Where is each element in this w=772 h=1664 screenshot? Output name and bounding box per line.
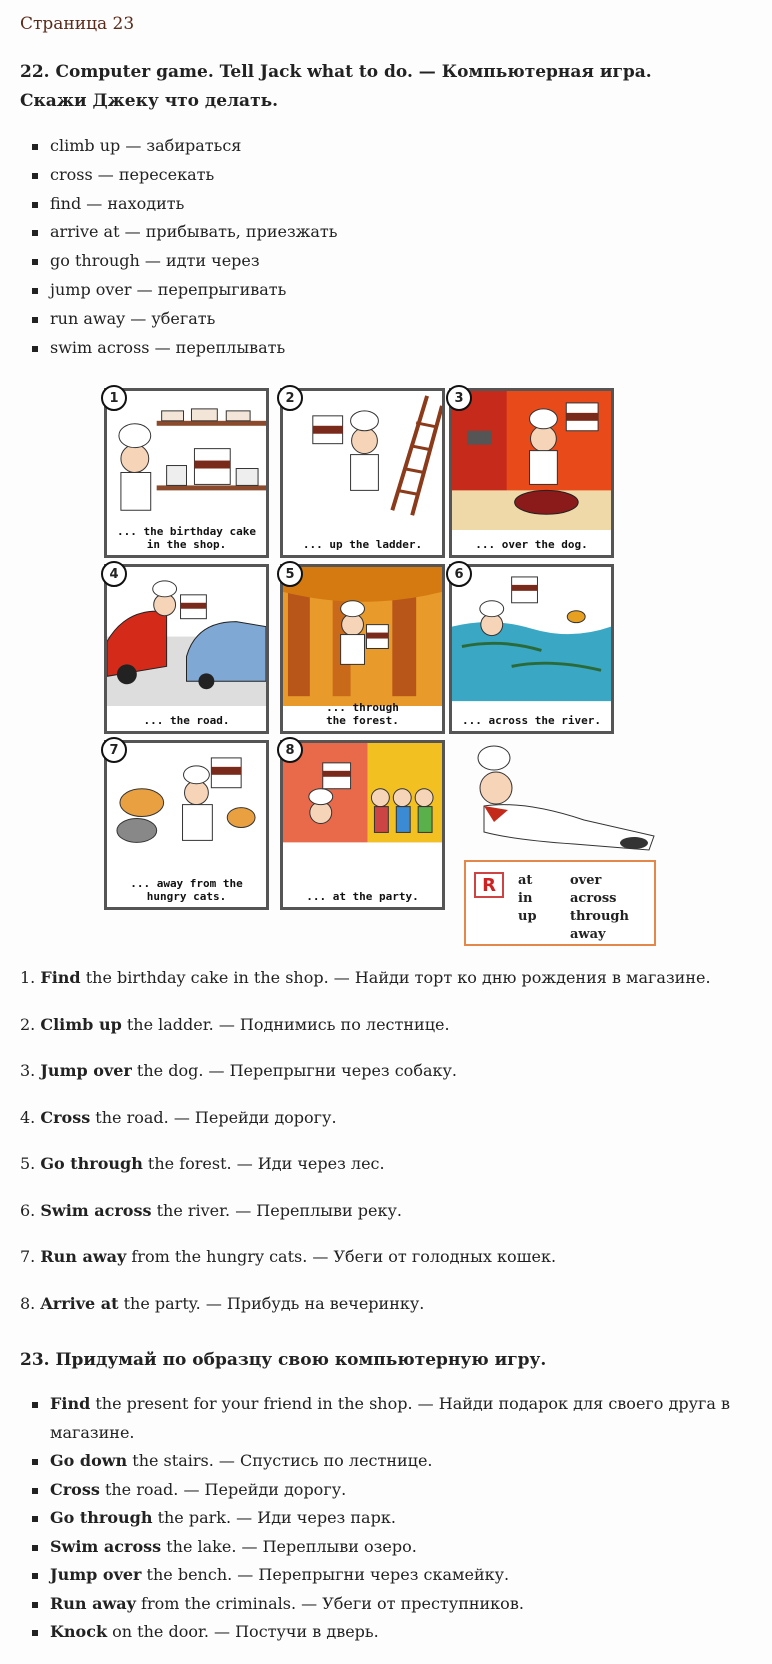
vocab-item: run away — убегать <box>20 305 338 334</box>
list-item: Swim across the lake. — Переплыви озеро. <box>20 1533 740 1562</box>
list-item: Go through the park. — Иди через парк. <box>20 1504 740 1533</box>
panel-caption: ... up the ladder. <box>302 538 423 551</box>
vocab-item: go through — идти через <box>20 247 338 276</box>
list-item: Jump over the bench. — Перепрыгни через скамейку. <box>20 1561 740 1590</box>
comic-panel-5 <box>280 564 445 734</box>
vocab-item: jump over — перепрыгивать <box>20 276 338 305</box>
vocab-item: cross — пересекать <box>20 161 338 190</box>
road-scene-icon <box>107 567 266 706</box>
answer-line: 1. Find the birthday cake in the shop. — Найди торт ко дню рождения в магазине. <box>20 968 711 987</box>
comic-panel-1 <box>104 388 269 558</box>
panel-number: 4 <box>101 561 127 587</box>
river-scene-icon <box>452 567 611 706</box>
answer-line: 7. Run away from the hungry cats. — Убеги от голодных кошек. <box>20 1247 557 1266</box>
answer-line: 8. Arrive at the party. — Прибудь на вечеринку. <box>20 1293 425 1313</box>
panel-number: 2 <box>277 385 303 411</box>
list-item: Knock on the door. — Постучи в дверь. <box>20 1618 740 1647</box>
ladder-scene-icon <box>283 391 442 530</box>
vocab-item: find — находить <box>20 190 338 219</box>
exercise-23-title: 23. Придумай по образцу свою компьютерную игру. <box>20 1350 547 1370</box>
comic-illustration <box>104 388 644 948</box>
cats-scene-icon <box>107 743 266 882</box>
panel-caption: ... the birthday cake in the shop. <box>116 525 257 551</box>
vocab-item: swim across — переплывать <box>20 334 338 363</box>
vocab-item: arrive at — прибывать, приезжать <box>20 218 338 247</box>
answer-line: 3. Jump over the dog. — Перепрыгни через собаку. <box>20 1061 457 1080</box>
answer-line: 2. Climb up the ladder. — Поднимись по лестнице. <box>20 1014 450 1034</box>
panel-number: 5 <box>277 561 303 587</box>
list-item: Go down the stairs. — Спустись по лестнице. <box>20 1447 740 1476</box>
panel-number: 3 <box>446 385 472 411</box>
panel-caption: ... through the forest. <box>326 701 399 727</box>
panel-number: 7 <box>101 737 127 763</box>
panel-number: 8 <box>277 737 303 763</box>
forest-scene-icon <box>283 567 442 706</box>
panel-caption: ... across the river. <box>461 714 602 727</box>
answer-line: 5. Go through the forest. — Иди через лес. <box>20 1154 385 1173</box>
exercise-23-list <box>20 1390 740 1647</box>
comic-panel-4 <box>104 564 269 734</box>
preposition-column-2: over across through away <box>570 873 629 942</box>
lying-chef-icon <box>464 740 664 860</box>
dog-scene-icon <box>452 391 611 530</box>
answer-line: 6. Swim across the river. — Переплыви реку. <box>20 1200 402 1220</box>
preposition-column-1: at in up <box>518 873 537 924</box>
comic-panel-6 <box>449 564 614 734</box>
page-label: Страница 23 <box>20 14 135 34</box>
comic-panel-2 <box>280 388 445 558</box>
preposition-box <box>464 860 656 946</box>
panel-caption: ... away from the hungry cats. <box>130 877 243 903</box>
list-item: Run away from the criminals. — Убеги от преступников. <box>20 1590 740 1619</box>
panel-caption: ... at the party. <box>306 890 419 903</box>
comic-panel-3 <box>449 388 614 558</box>
list-item: Cross the road. — Перейди дорогу. <box>20 1476 740 1505</box>
panel-number: 1 <box>101 385 127 411</box>
panel-caption: ... the road. <box>143 714 230 727</box>
comic-panel-7 <box>104 740 269 910</box>
vocabulary-list <box>20 132 338 362</box>
vocab-item: climb up — забираться <box>20 132 338 161</box>
exercise-22-title: 22. Computer game. Tell Jack what to do. — Компьютерная игра. Скажи Джеку что делать. <box>20 62 652 111</box>
party-scene-icon <box>283 743 442 882</box>
comic-panel-8 <box>280 740 445 910</box>
r-logo-icon: R <box>474 872 504 898</box>
answer-line: 4. Cross the road. — Перейди дорогу. <box>20 1107 337 1127</box>
list-item: Find the present for your friend in the shop. — Найди подарок для своего друга в магазине. <box>20 1390 740 1447</box>
panel-caption: ... over the dog. <box>475 538 588 551</box>
panel-number: 6 <box>446 561 472 587</box>
shop-scene-icon <box>107 391 266 530</box>
